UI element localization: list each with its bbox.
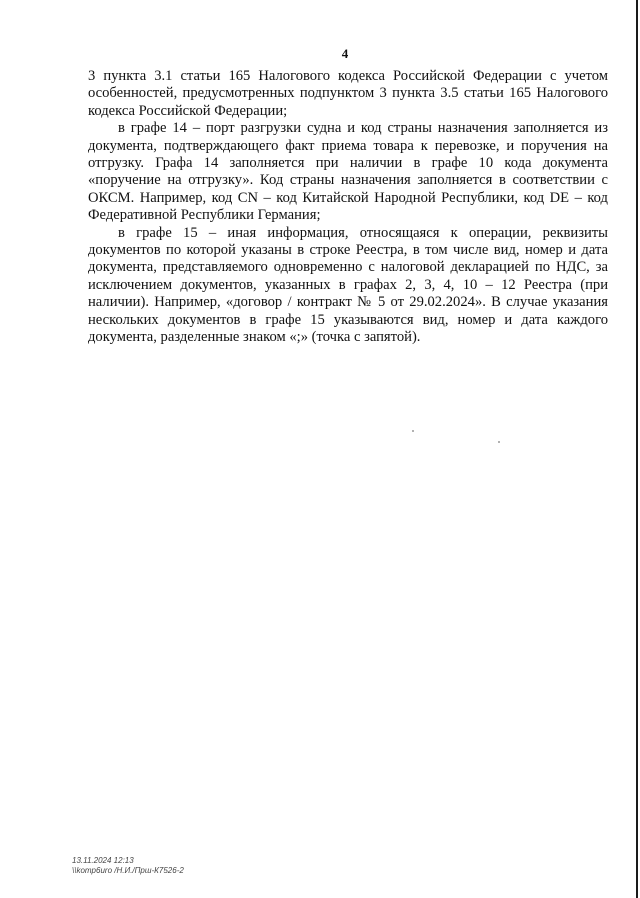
page-number: 4 [341,46,349,61]
footer-file-reference: \\komp6uro /Н.И./Прш-К7526-2 [72,866,184,875]
scan-speck [498,441,500,443]
paragraph-column-15: в графе 15 – иная информация, относящаяся к операции, реквизиты документов по которой указаны в строке Реестра, в том числе вид, номер и дата документа, представляемого одновременно с налоговой декларацией по НДС, за исключением документов, указанных в графах 2, 3, 4, 10 – 12 Реестра (при наличии). Например, «договор / контракт № 5 от 29.02.2024». В случае указания нескольких документов в графе 15 указываются вид, номер и дата каждого документа, разделенные знаком «;» (точка с запятой). [88,224,608,346]
scan-edge-line [636,0,638,898]
paragraph-continuation: 3 пункта 3.1 статьи 165 Налогового кодекса Российской Федерации с учетом особенностей, предусмотренных подпунктом 3 пункта 3.5 статьи 165 Налогового кодекса Российской Федерации; [88,68,608,119]
scan-speck [412,430,414,432]
paragraph-column-14: в графе 14 – порт разгрузки судна и код страны назначения заполняется из документа, подтверждающего факт приема товара к перевозке, и поручения на отгрузку. Графа 14 заполняется при наличии в графе 10 кода документа «поручение на отгрузку». Код страны назначения заполняется в соответствии с ОКСМ. Например, код CN – код Китайской Народной Республики, код DE – код Федеративной Республики Германия; [88,120,608,224]
footer-timestamp: 13.11.2024 12:13 [72,856,134,865]
document-body [88,68,608,347]
document-footer [72,856,184,876]
